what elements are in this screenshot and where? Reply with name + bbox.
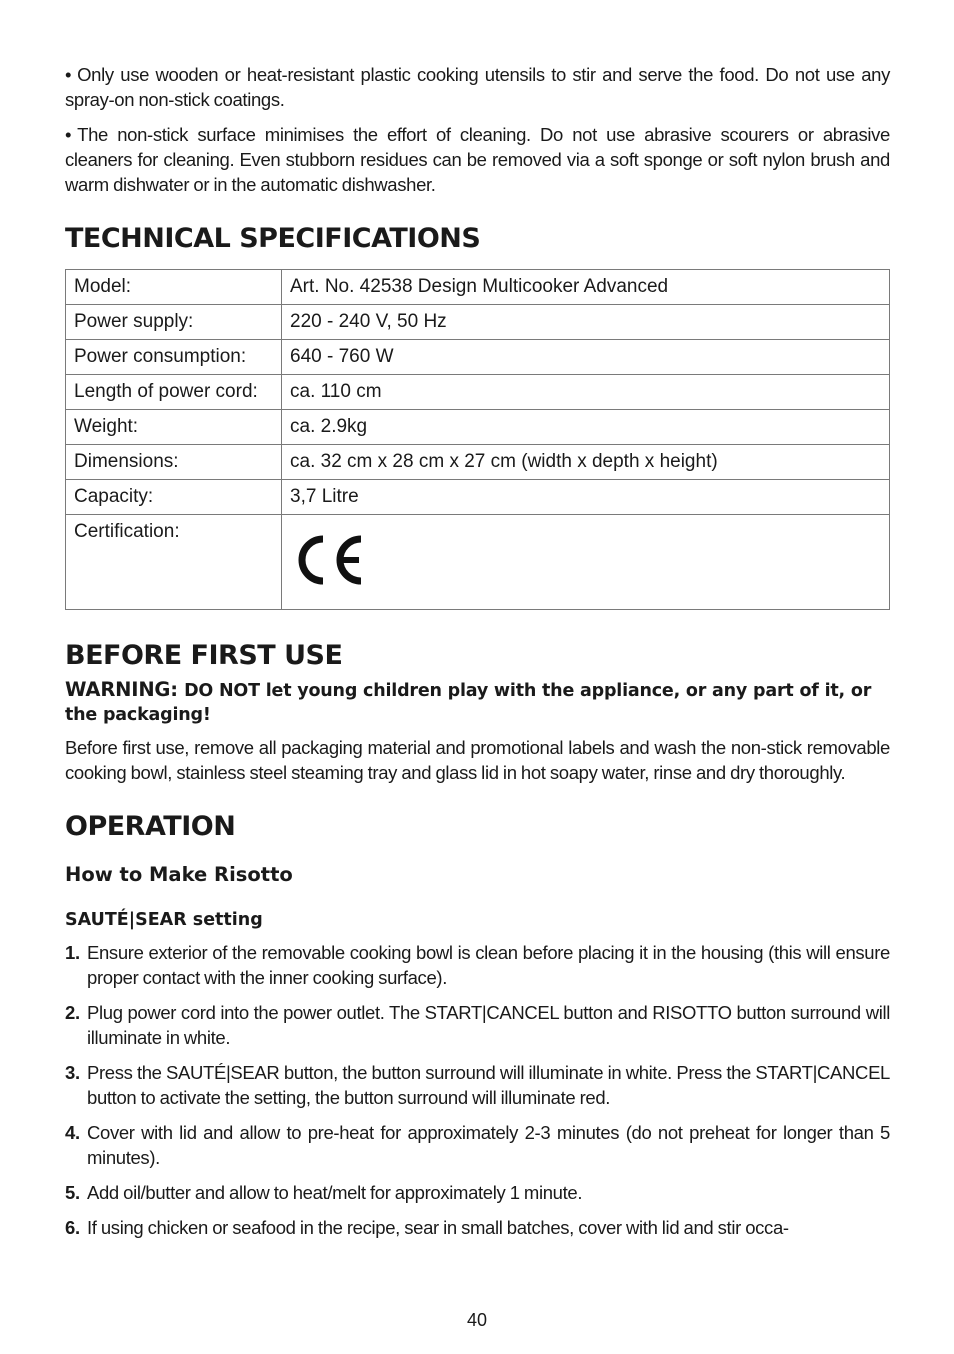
step-number: 5.	[65, 1182, 80, 1203]
table-row	[66, 515, 890, 610]
specs-table	[65, 269, 890, 610]
bullet-icon: •	[65, 124, 72, 145]
spec-label: Capacity:	[66, 480, 282, 515]
spec-value: Art. No. 42538 Design Multicooker Advanced	[282, 270, 890, 305]
list-item	[65, 1215, 890, 1240]
spec-label: Dimensions:	[66, 445, 282, 480]
list-item	[65, 1000, 890, 1050]
spec-label: Certification:	[66, 515, 282, 610]
specs-heading: TECHNICAL SPECIFICATIONS	[65, 223, 481, 254]
spec-value: 640 - 760 W	[282, 340, 890, 375]
table-row	[66, 410, 890, 445]
spec-label: Power supply:	[66, 305, 282, 340]
bullet-cleaning	[65, 122, 890, 197]
list-item	[65, 940, 890, 990]
step-text: Press the SAUTÉ|SEAR button, the button surround will illuminate in white. Press the START|CANCEL button to activate the setting, the button surround will illuminate red.	[87, 1062, 890, 1108]
spec-value: 3,7 Litre	[282, 480, 890, 515]
before-first-use-heading: BEFORE FIRST USE	[65, 640, 343, 671]
warning-label: WARNING:	[65, 678, 178, 701]
table-row	[66, 305, 890, 340]
table-row	[66, 445, 890, 480]
step-text: Plug power cord into the power outlet. The START|CANCEL button and RISOTTO button surround will illuminate in white.	[87, 1002, 890, 1048]
risotto-subheading: How to Make Risotto	[65, 863, 293, 886]
step-number: 6.	[65, 1217, 80, 1238]
bullet-utensils	[65, 62, 890, 112]
step-text: If using chicken or seafood in the recipe, sear in small batches, cover with lid and stir occa-	[87, 1217, 789, 1238]
step-number: 2.	[65, 1002, 80, 1023]
spec-value: ca. 32 cm x 28 cm x 27 cm (width x depth x height)	[282, 445, 890, 480]
spec-label: Length of power cord:	[66, 375, 282, 410]
spec-value: ca. 110 cm	[282, 375, 890, 410]
spec-value: ca. 2.9kg	[282, 410, 890, 445]
spec-value	[282, 515, 890, 610]
bullet-cleaning-text: The non-stick surface minimises the effort of cleaning. Do not use abrasive scourers or abrasive cleaners for cleaning. Even stubborn residues can be removed via a soft sponge or soft nylon brush and warm dishwater or in the automatic dishwasher.	[65, 124, 890, 195]
ce-mark-icon	[293, 535, 365, 585]
page-number: 40	[466, 1310, 488, 1330]
spec-label: Weight:	[66, 410, 282, 445]
operation-heading: OPERATION	[65, 811, 236, 842]
table-row	[66, 270, 890, 305]
risotto-steps	[65, 940, 890, 1240]
table-row	[66, 340, 890, 375]
spec-label: Power consumption:	[66, 340, 282, 375]
bullet-utensils-text: Only use wooden or heat-resistant plastic cooking utensils to stir and serve the food. Do not use any spray-on non-stick coatings.	[65, 64, 890, 110]
table-row	[66, 480, 890, 515]
list-item	[65, 1060, 890, 1110]
list-item	[65, 1120, 890, 1170]
step-number: 3.	[65, 1062, 80, 1083]
step-number: 1.	[65, 942, 80, 963]
manual-page	[65, 62, 890, 1250]
step-text: Cover with lid and allow to pre-heat for approximately 2-3 minutes (do not preheat for longer than 5 minutes).	[87, 1122, 890, 1168]
step-text: Add oil/butter and allow to heat/melt for approximately 1 minute.	[87, 1182, 583, 1203]
warning-box	[65, 678, 890, 727]
spec-label: Model:	[66, 270, 282, 305]
list-item	[65, 1180, 890, 1205]
step-text: Ensure exterior of the removable cooking bowl is clean before placing it in the housing (this will ensure proper contact with the inner cooking surface).	[87, 942, 890, 988]
warning-text: DO NOT let young children play with the appliance, or any part of it, or the packaging!	[65, 681, 872, 725]
step-number: 4.	[65, 1122, 80, 1143]
spec-value: 220 - 240 V, 50 Hz	[282, 305, 890, 340]
before-first-use-text: Before first use, remove all packaging material and promotional labels and wash the non-stick removable cooking bowl, stainless steel steaming tray and glass lid in hot soapy water, rinse and dry thoroughly.	[65, 737, 890, 783]
table-row	[66, 375, 890, 410]
bullet-icon: •	[65, 64, 72, 85]
saute-sear-heading: SAUTÉ|SEAR setting	[65, 910, 263, 930]
